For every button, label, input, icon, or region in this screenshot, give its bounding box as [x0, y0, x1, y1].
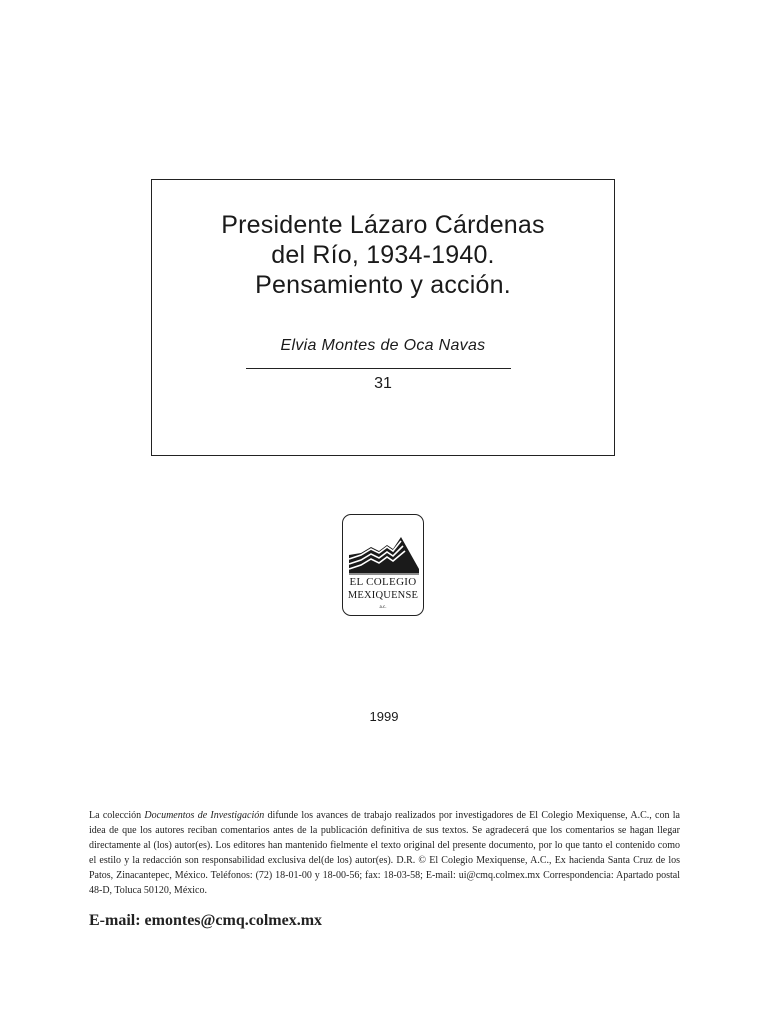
logo-text-line-2: MEXIQUENSE [347, 590, 419, 601]
document-title [152, 210, 614, 300]
colegio-mexiquense-logo [342, 514, 424, 616]
author-name: Elvia Montes de Oca Navas [280, 337, 486, 354]
colophon-intro: La colección [89, 810, 145, 821]
mountain-icon [343, 515, 425, 617]
logo-text-line-1: EL COLEGIO [349, 576, 417, 588]
logo-text-line-3: a.c. [379, 605, 387, 610]
series-name: Documentos de Investigación [144, 810, 265, 821]
divider [246, 368, 511, 369]
title-box [151, 179, 615, 456]
publication-year: 1999 [369, 709, 399, 724]
colophon-paragraph [89, 808, 680, 898]
title-line-1: Presidente Lázaro Cárdenas [221, 211, 545, 239]
title-line-2: del Río, 1934-1940. [271, 241, 495, 269]
colophon-body: difunde los avances de trabajo realizados por investigadores de El Colegio Mexiquense, A.C., con la idea de que los autores reciban comentarios antes de la publicación definitiva de sus textos. Se agradecerá que los comentarios se hagan llegar directamente al (los) autor(es). Los editores han mantenido fielmente el texto original del presente documento, por lo que tanto el contenido como el estilo y la redacción son responsabilidad exclusiva del(de los) autor(es). D.R. © El Colegio Mexiquense, A.C., Ex hacienda Santa Cruz de los Patos, Zinacantepec, México. Teléfonos: (72) 18-01-00 y 18-00-56; fax: 18-03-58; E-mail: ui@cmq.colmex.mx Correspondencia: Apartado postal 48-D, Toluca 50120, México. [89, 810, 680, 896]
document-number: 31 [374, 375, 392, 392]
author-email: E-mail: emontes@cmq.colmex.mx [89, 912, 323, 929]
title-line-3: Pensamiento y acción. [255, 271, 511, 299]
